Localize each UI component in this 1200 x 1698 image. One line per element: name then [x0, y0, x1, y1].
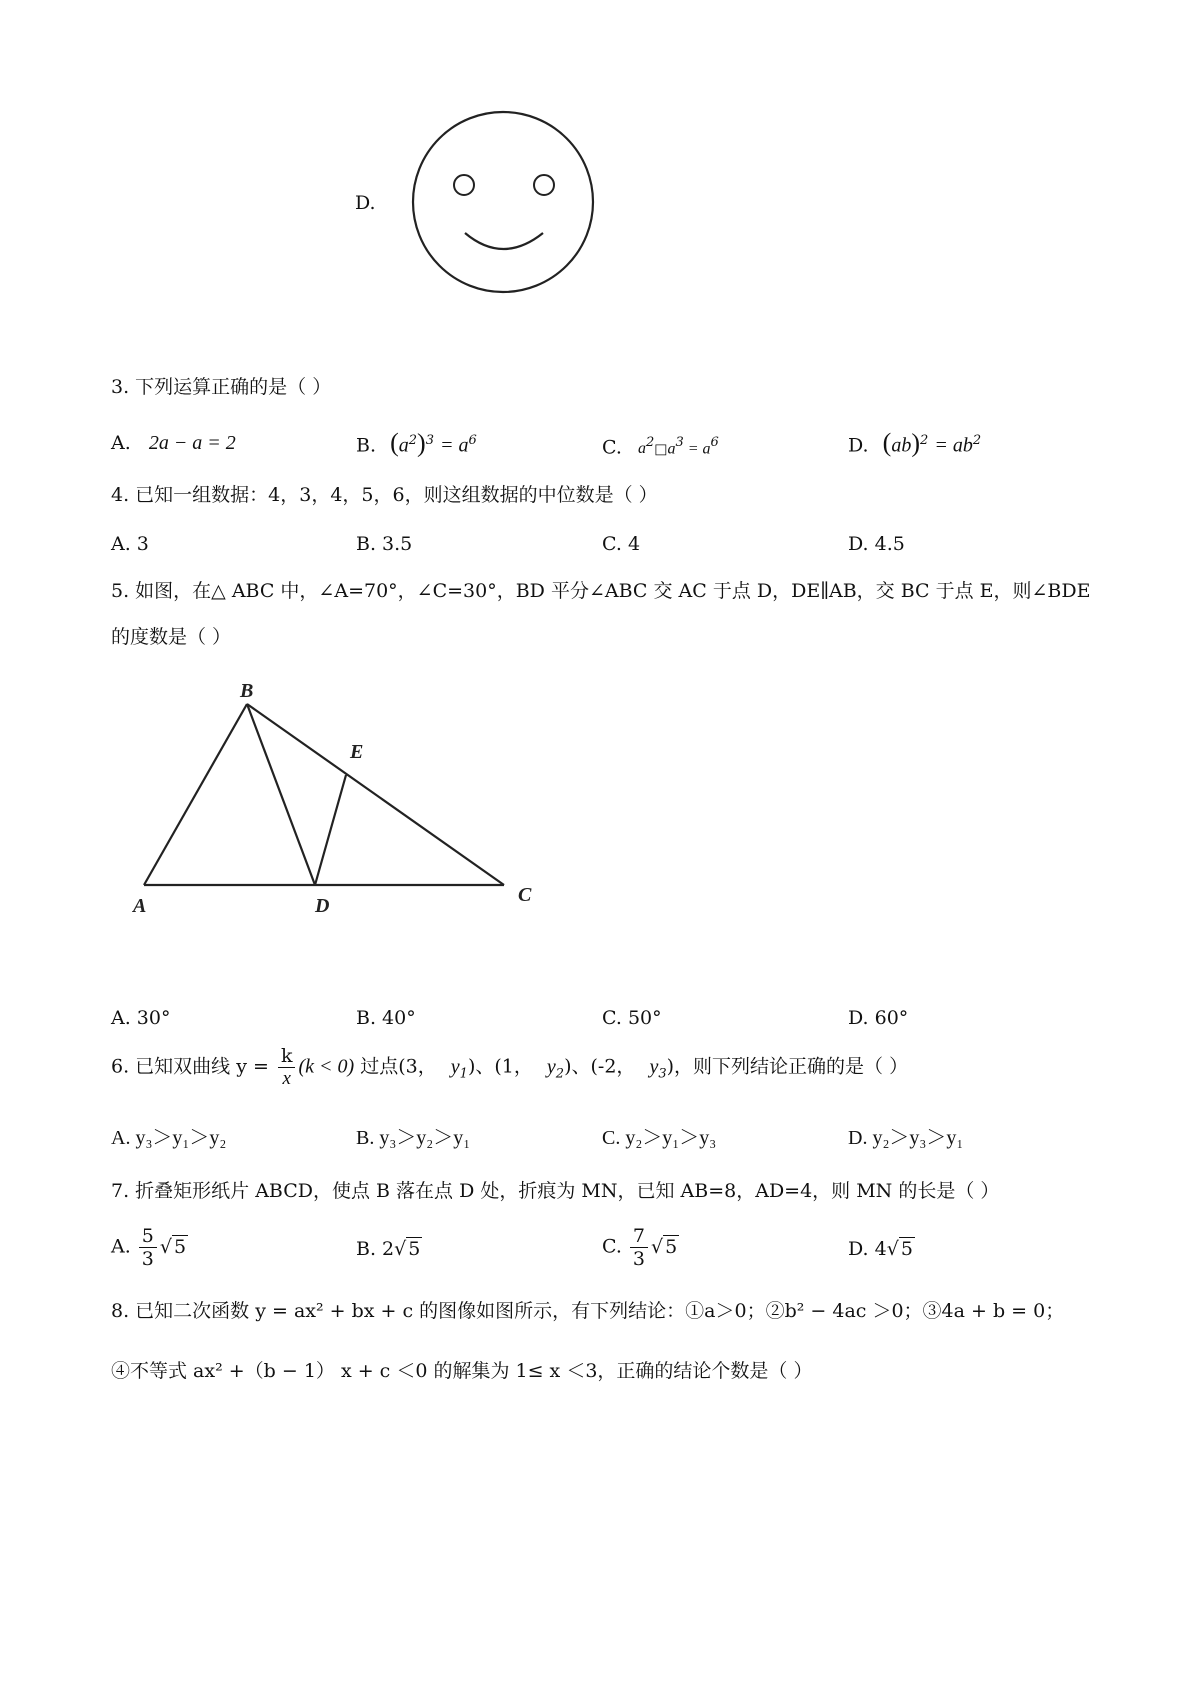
- q3-option-b-label: B.: [356, 434, 377, 457]
- smiley-outline: [413, 112, 593, 292]
- q6-frac-den: x: [282, 1068, 291, 1089]
- label-a: A: [133, 895, 147, 917]
- q7-option-c-rad: 5: [665, 1235, 678, 1258]
- q3-option-a-expr: 2a − a = 2: [148, 432, 236, 454]
- q3-option-a-label: A.: [111, 432, 131, 454]
- label-e: E: [350, 741, 364, 763]
- q3-option-d-outer-exp: 2: [920, 433, 929, 448]
- q3-option-d-base: ab: [891, 434, 912, 457]
- q5-option-d: D. 60°: [848, 1007, 909, 1029]
- q6-y1-sub: 1: [459, 1066, 468, 1082]
- q3-option-d-label: D.: [848, 434, 869, 457]
- q8-line2: ④不等式 ax² +（b − 1） x + c ＜0 的解集为 1≤ x ＜3，正确的结论个数是（ ）: [111, 1360, 813, 1382]
- q6-y3-sub: 3: [658, 1066, 667, 1082]
- q3-option-d: D. $(ab)^2 = ab^2$: [848, 428, 982, 458]
- q5-option-a: A. 30°: [111, 1007, 171, 1029]
- q7-option-d-label: D. 4: [848, 1238, 887, 1260]
- q6-mid3: )、(-2，: [564, 1055, 636, 1078]
- smiley-left-eye: [454, 175, 474, 195]
- q6-mid2: )、(1，: [467, 1055, 533, 1078]
- q6-option-d: D. y₂＞y₃＞y₁: [848, 1127, 964, 1149]
- q3-option-c-exp-2: 3: [675, 435, 684, 450]
- q3-option-c-box: □: [654, 441, 668, 458]
- q7-option-b: B. 2√ 5: [356, 1238, 421, 1260]
- q3-option-c-expr-1: a: [637, 440, 646, 458]
- q3-option-c-label: C.: [602, 436, 622, 459]
- q6-y2: y: [546, 1055, 556, 1078]
- segment-de: [315, 775, 346, 885]
- q7-option-c-den: 3: [632, 1248, 645, 1270]
- q6-mid: 过点(3，: [354, 1055, 437, 1078]
- q5-option-c: C. 50°: [602, 1007, 662, 1029]
- q4-stem: 4. 已知一组数据：4，3，4，5，6，则这组数据的中位数是（ ）: [111, 484, 658, 506]
- q6-option-b: B. y₃＞y₂＞y₁: [356, 1127, 471, 1149]
- q6-y3: y: [649, 1055, 659, 1078]
- q3-option-c-expr-2: a: [667, 440, 676, 458]
- q5-option-b: B. 40°: [356, 1007, 416, 1029]
- q7-option-a-label: A.: [111, 1235, 131, 1258]
- q7-option-b-rad: 5: [408, 1238, 421, 1260]
- smiley-mouth: [465, 233, 543, 249]
- q3-option-c: [602, 430, 719, 462]
- q6-suffix: )，则下列结论正确的是（ ）: [666, 1055, 909, 1078]
- q6-stem: [111, 1045, 908, 1090]
- segment-bd: [247, 704, 315, 885]
- q4-option-c: C. 4: [602, 533, 641, 555]
- q4-option-a: A. 3: [111, 533, 149, 555]
- q7-option-c: C. $\frac{7}{3}$ √ 5: [602, 1225, 678, 1270]
- q3-stem: 3. 下列运算正确的是（ ）: [111, 376, 332, 398]
- segment-bc: [247, 704, 504, 885]
- q4-option-d: D. 4.5: [848, 533, 905, 555]
- q7-option-c-label: C.: [602, 1235, 622, 1258]
- q3-option-c-rhs: = a: [683, 440, 711, 458]
- q7-option-d: D. 4√ 5: [848, 1238, 913, 1260]
- q2-option-d-label: D.: [355, 192, 376, 214]
- segment-ab: [144, 704, 247, 885]
- q3-option-b-rhs: = a: [440, 434, 469, 457]
- q3-option-a: [111, 430, 236, 456]
- q3-option-b: B. $(a^2)^3 = a^6$: [356, 428, 477, 458]
- q3-option-d-rhs: = ab: [934, 434, 973, 457]
- q7-option-b-label: B. 2: [356, 1238, 395, 1260]
- q6-option-c: C. y₂＞y₁＞y₃: [602, 1127, 717, 1149]
- q7-option-a: A. $\frac{5}{3}$ √ 5: [111, 1225, 187, 1270]
- q6-y1: y: [450, 1055, 460, 1078]
- q7-option-a-rad: 5: [173, 1235, 187, 1258]
- q6-frac-num: k: [278, 1045, 296, 1068]
- label-b: B: [240, 680, 254, 702]
- label-d: D: [315, 895, 330, 917]
- q7-option-c-num: 7: [630, 1225, 648, 1248]
- q3-option-b-base: a: [398, 434, 409, 457]
- q5-stem-line1: 5. 如图，在△ ABC 中，∠A=70°，∠C=30°，BD 平分∠ABC 交 AC 于点 D，DE∥AB，交 BC 于点 E，则∠BDE: [111, 580, 1091, 602]
- q7-option-a-den: 3: [141, 1248, 154, 1270]
- q7-option-a-num: 5: [139, 1225, 157, 1248]
- q7-option-d-rad: 5: [900, 1238, 913, 1260]
- q3-option-b-rhs-exp: 6: [468, 433, 477, 448]
- q3-option-d-rhs-exp: 2: [972, 433, 982, 448]
- q3-option-c-rhs-exp: 6: [710, 435, 719, 450]
- q6-fraction: [278, 1045, 296, 1090]
- smiley-face-figure: [405, 105, 605, 305]
- q4-option-b: B. 3.5: [356, 533, 413, 555]
- q3-option-b-inner-exp: 2: [408, 433, 418, 448]
- q6-condition: (k < 0): [298, 1055, 355, 1078]
- q8-line1: 8. 已知二次函数 y = ax² + bx + c 的图像如图所示，有下列结论：①a＞0；②b² − 4ac ＞0；③4a + b = 0；: [111, 1300, 1065, 1322]
- q6-option-a: A. y₃＞y₁＞y₂: [111, 1127, 227, 1149]
- q6-prefix: 6. 已知双曲线 y =: [111, 1055, 275, 1078]
- q5-stem-line2: 的度数是（ ）: [111, 626, 232, 648]
- q3-option-c-exp-1: 2: [645, 435, 655, 450]
- label-c: C: [518, 884, 532, 906]
- q7-stem: 7. 折叠矩形纸片 ABCD，使点 B 落在点 D 处，折痕为 MN，已知 AB=8，AD=4，则 MN 的长是（ ）: [111, 1180, 1000, 1202]
- smiley-right-eye: [534, 175, 554, 195]
- q3-option-b-outer-exp: 3: [425, 433, 434, 448]
- triangle-abc-figure: [125, 675, 555, 925]
- q6-y2-sub: 2: [555, 1066, 565, 1082]
